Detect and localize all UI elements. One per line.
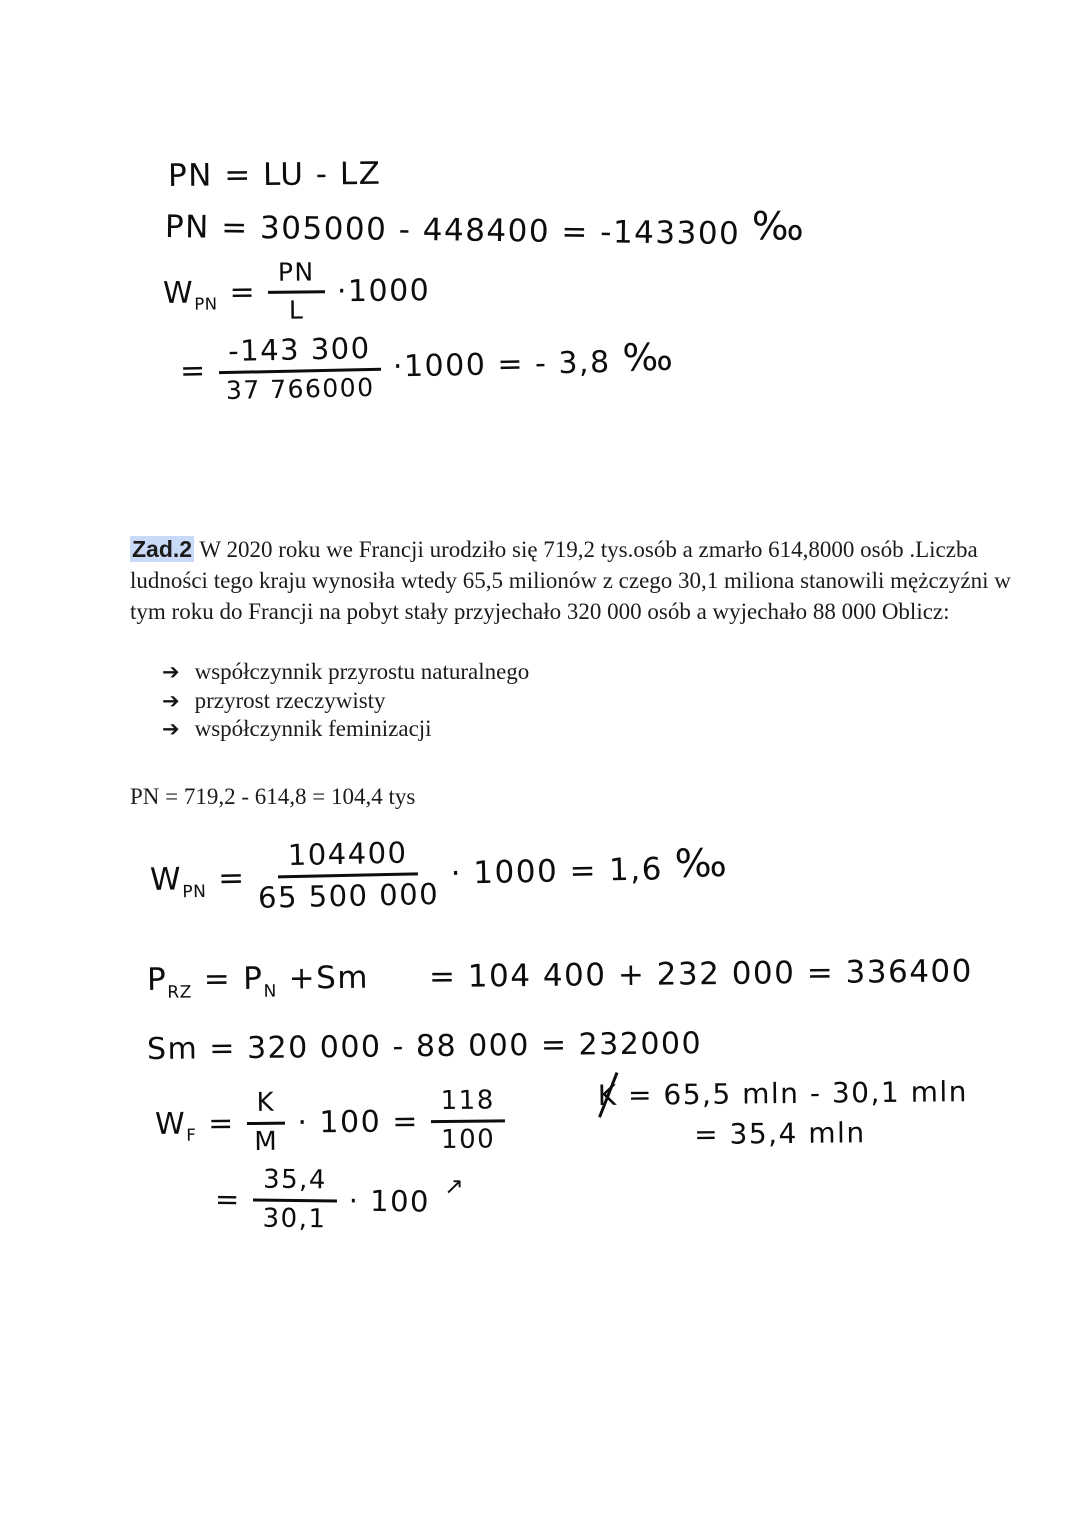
hw-variable: $P_N$ [243, 960, 277, 1002]
fraction-denominator: 30,1 [262, 1203, 327, 1235]
fraction-denominator: M [254, 1126, 279, 1157]
hw-multiplier: ·1000 = - 3,8 [392, 345, 611, 385]
objective-label: przyrost rzeczywisty [194, 687, 386, 713]
fraction [252, 1165, 337, 1235]
equals-sign: = [217, 859, 247, 897]
fraction [246, 1089, 285, 1158]
hw-variable: $P_{RZ}$ [146, 961, 192, 1003]
equals-sign: = [207, 1106, 235, 1142]
objective-item [162, 687, 529, 716]
hw-line-prz-formula [146, 953, 974, 1003]
fraction-denominator: 100 [440, 1124, 496, 1155]
objective-item [162, 715, 529, 744]
hw-variable-k-struck: K [598, 1076, 618, 1116]
task-label-highlight: Zad.2 [132, 536, 193, 562]
objective-item [162, 658, 529, 687]
hw-variable: $W_F$ [154, 1106, 197, 1145]
arrow-bullet-icon: ➔ [162, 660, 180, 684]
task-objectives-list [162, 658, 529, 744]
objective-label: współczynnik przyrostu naturalnego [194, 659, 530, 684]
hw-line-wpn-formula [163, 257, 431, 326]
hw-multiplier: · 1000 = [450, 852, 598, 892]
hw-subscript: F [186, 1125, 197, 1145]
hw-line-pn-definition [168, 156, 382, 194]
fraction [268, 258, 325, 325]
hw-term: +Sm [288, 959, 370, 997]
hw-subscript: N [263, 981, 277, 1002]
hw-k-line2: = 35,4 mln [694, 1116, 866, 1151]
hw-text: = 65,5 mln - 30,1 mln [617, 1075, 969, 1112]
up-right-arrow-icon: ↗ [444, 1172, 466, 1200]
pn-result-line: PN = 719,2 - 614,8 = 104,4 tys [130, 784, 416, 809]
fraction-numerator: 104400 [277, 836, 418, 878]
equals-sign: = [179, 353, 208, 390]
arrow-bullet-icon: ➔ [162, 717, 180, 741]
fraction-numerator: -143 300 [218, 332, 381, 375]
hw-text: Sm = 320 000 - 88 000 = 232000 [146, 1026, 703, 1067]
hw-subscript: PN [182, 881, 207, 902]
hw-line-sm-calculation [147, 1026, 702, 1067]
hw-line-pn-values [165, 202, 804, 255]
fraction-numerator: PN [268, 258, 325, 293]
permille-symbol: ‰ [751, 204, 805, 251]
fraction-numerator: 35,4 [253, 1165, 337, 1202]
fraction-numerator: K [246, 1089, 285, 1125]
hw-result: 1,6 [608, 851, 664, 889]
task-paragraph [130, 534, 1040, 627]
hw-subscript: PN [194, 294, 218, 314]
fraction-denominator: 37 766000 [225, 373, 375, 406]
equals-sign: = [203, 961, 232, 998]
hw-multiplier: ·1000 [336, 272, 431, 309]
hw-line-wf-formula [155, 1086, 506, 1158]
equals-sign: = [214, 1182, 242, 1217]
fraction [431, 1086, 506, 1156]
fraction [218, 332, 382, 406]
hw-variable: $W_{PN}$ [162, 275, 218, 314]
fraction [257, 836, 440, 915]
hw-multiplier: · 100 = [297, 1104, 420, 1141]
hw-k-line1 [598, 1072, 969, 1116]
permille-symbol: ‰ [674, 840, 728, 887]
hw-variable: $W_{PN}$ [149, 861, 207, 902]
hw-multiplier: · 100 [348, 1184, 431, 1220]
permille-symbol: ‰ [622, 334, 674, 380]
hw-text: PN = LU - LZ [167, 155, 382, 194]
hw-line-wpn-solution [149, 830, 727, 918]
hw-line-wpn-calculation [179, 326, 673, 407]
equals-sign: = [229, 274, 257, 311]
arrow-bullet-icon: ➔ [162, 688, 180, 713]
hw-calculation: = 104 400 + 232 000 = 336400 [428, 953, 974, 996]
fraction-denominator: L [288, 295, 305, 325]
fraction-numerator: 118 [431, 1086, 506, 1123]
objective-label: współczynnik feminizacji [194, 716, 432, 741]
hw-line-k-calculation [598, 1072, 969, 1156]
hw-line-wf-values [215, 1165, 464, 1237]
hw-text: PN = 305000 - 448400 = -143300 [164, 209, 741, 253]
task-text: W 2020 roku we Francji urodziło się 719,2 tys.osób a zmarło 614,8000 osób .Liczba ludności tego kraju wynosiła wtedy 65,5 milionów z czego 30,1 miliona stanowili mężczyźni w tym roku do Francji na pobyt stały przyjechało 320 000 osób a wyjechało 88 000 Oblicz: [130, 537, 1011, 624]
hw-subscript: RZ [167, 982, 192, 1003]
fraction-denominator: 65 500 000 [257, 877, 440, 916]
